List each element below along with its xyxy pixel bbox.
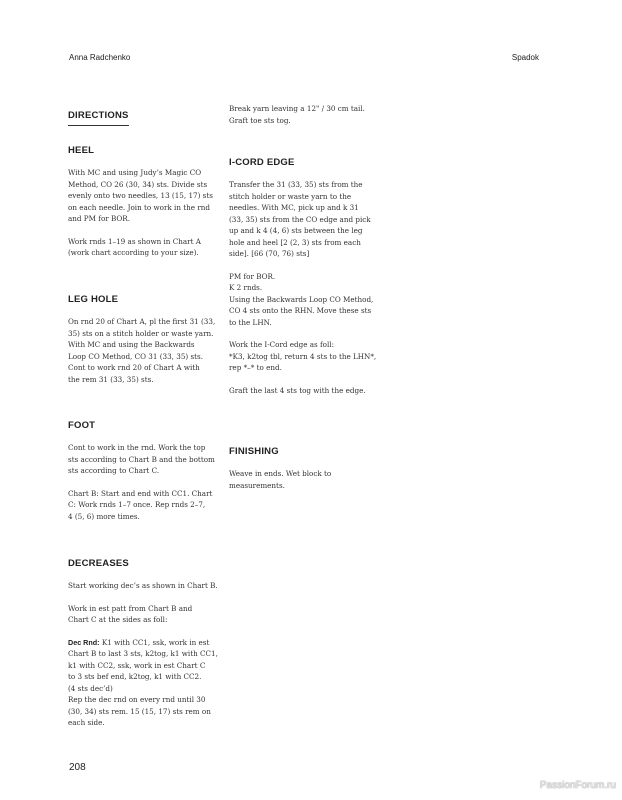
icord-edge-section bbox=[229, 157, 381, 396]
decreases-heading: DECREASES bbox=[68, 558, 129, 569]
icord-edge-heading: I-CORD EDGE bbox=[229, 157, 295, 168]
leg-hole-heading: LEG HOLE bbox=[68, 294, 119, 305]
icord-paragraph-4: Graft the last 4 sts tog with the edge. bbox=[229, 385, 366, 395]
running-header-author: Anna Radchenko bbox=[69, 53, 131, 62]
directions-heading: DIRECTIONS bbox=[68, 110, 129, 126]
heel-heading: HEEL bbox=[68, 145, 95, 156]
icord-paragraph-3: Work the I-Cord edge as foll: *K3, k2tog tbl, return 4 sts to the LHN*, rep *–* to end. bbox=[229, 340, 377, 372]
directions-section bbox=[68, 103, 220, 126]
dec-rnd-label: Dec Rnd: bbox=[68, 637, 100, 647]
heel-paragraph-1: With MC and using Judy’s Magic CO Method, CO 26 (30, 34) sts. Divide sts evenly onto two needles, 13 (15, 17) sts on each needle. Join to work in the rnd and PM for BOR. bbox=[68, 168, 213, 223]
icord-paragraph-1: Transfer the 31 (33, 35) sts from the stitch holder or waste yarn to the needles. With MC, pick up and k 31 (33, 35) sts from the CO edge and pick up and k 4 (4, 6) sts between the leg hole and heel [2 (2, 3) sts from each side]. [66 (70, 76) sts] bbox=[229, 180, 371, 258]
heel-paragraph-2: Work rnds 1–19 as shown in Chart A (work chart according to your size). bbox=[68, 236, 201, 257]
decreases-paragraph-2: Work in est patt from Chart B and Chart C at the sides as foll: bbox=[68, 603, 193, 624]
graft-toe-section bbox=[229, 103, 381, 126]
foot-heading: FOOT bbox=[68, 420, 96, 431]
decreases-paragraph-1: Start working dec’s as shown in Chart B. bbox=[68, 581, 218, 590]
dec-rnd-text: K1 with CC1, ssk, work in est Chart B to last 3 sts, k2tog, k1 with CC1, k1 with CC2, ssk, work in est Chart C to 3 sts bef end, k2tog, k1 with CC2. (4 sts dec’d) Rep the dec rnd on every rnd until 30 (30, 34) sts rem. 15 (15, 17) sts rem on each side. bbox=[68, 637, 218, 727]
running-header-title: Spadok bbox=[511, 53, 539, 62]
foot-paragraph-1: Cont to work in the rnd. Work the top sts according to Chart B and the bottom sts according to Chart C. bbox=[68, 443, 215, 475]
watermark: PassionForum.ru bbox=[539, 780, 616, 791]
foot-section bbox=[68, 420, 220, 522]
finishing-section bbox=[229, 446, 381, 491]
dec-rnd-paragraph bbox=[68, 637, 220, 729]
foot-paragraph-2: Chart B: Start and end with CC1. Chart C: Work rnds 1–7 once. Rep rnds 2–7, 4 (5, 6) more times. bbox=[68, 488, 213, 521]
page-number: 208 bbox=[69, 762, 86, 773]
leg-hole-section bbox=[68, 294, 220, 385]
finishing-paragraph: Weave in ends. Wet block to measurements. bbox=[229, 469, 332, 490]
icord-paragraph-2: PM for BOR. K 2 rnds. Using the Backwards Loop CO Method, CO 4 sts onto the RHN. Move these sts to the LHN. bbox=[229, 271, 374, 327]
finishing-heading: FINISHING bbox=[229, 446, 279, 457]
decreases-section bbox=[68, 558, 220, 729]
leg-hole-paragraph: On rnd 20 of Chart A, pl the first 31 (33, 35) sts on a stitch holder or waste yarn. With MC and using the Backwards Loop CO Method, CO 31 (33, 35) sts. Cont to work rnd 20 of Chart A with the rem 31 (33, 35) sts. bbox=[68, 317, 216, 384]
heel-section bbox=[68, 145, 220, 259]
graft-toe-paragraph: Break yarn leaving a 12" / 30 cm tail. Graft toe sts tog. bbox=[229, 104, 365, 125]
